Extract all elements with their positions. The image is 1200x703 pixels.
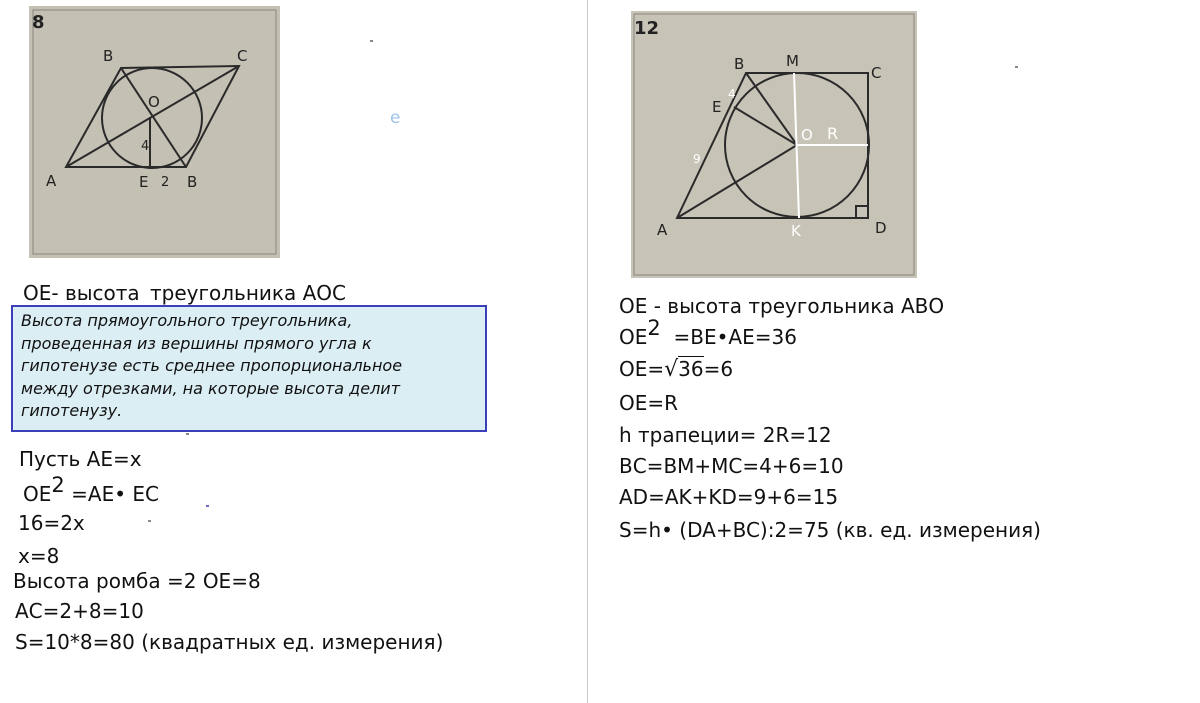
svg-text:M: M [786, 52, 799, 70]
left-ac: АС=2+8=10 [15, 599, 144, 623]
left-heading: ОЕ- высота треугольника АОС [23, 281, 346, 305]
svg-text:A: A [657, 221, 668, 239]
right-heading: ОЕ - высота треугольника АВО [619, 294, 945, 318]
right-bc: ВС=ВМ+МС=4+6=10 [619, 454, 844, 478]
callout-line: проведенная из вершины прямого угла к [21, 333, 372, 353]
callout-line: гипотенузу. [21, 401, 123, 420]
left-oe-squared: $ОЕ^2$ =АЕ• ЕС [23, 473, 159, 506]
svg-text:4: 4 [728, 87, 736, 101]
let-statement: Пусть АЕ=х [19, 447, 142, 471]
left-eq1: 16=2х [18, 511, 85, 535]
svg-text:9: 9 [693, 152, 701, 166]
left-area: S=10*8=80 (квадратных ед. измерения) [15, 630, 444, 654]
speck [1015, 66, 1018, 68]
column-divider [587, 0, 588, 703]
svg-text:C: C [871, 64, 882, 82]
svg-text:O: O [801, 126, 813, 144]
svg-text:E: E [712, 98, 722, 116]
svg-text:C: C [237, 47, 248, 65]
svg-text:R: R [827, 124, 839, 143]
speck [206, 505, 209, 507]
figure-number: 12 [634, 18, 660, 39]
svg-text:K: K [791, 222, 801, 240]
stray-mark: е [390, 108, 401, 128]
svg-text:O: O [148, 93, 160, 111]
right-ad: AD=AK+KD=9+6=15 [619, 485, 839, 509]
callout-line: между отрезками, на которые высота делит [21, 378, 401, 398]
figure-number: 8 [32, 12, 45, 33]
svg-text:E: E [139, 173, 149, 191]
speck [186, 433, 189, 435]
speck [370, 40, 373, 42]
right-sqrt: ОЕ=√36=6 [619, 357, 734, 382]
right-oe-r: ОЕ=R [619, 391, 679, 415]
svg-text:4: 4 [141, 139, 150, 154]
svg-text:2: 2 [161, 175, 170, 190]
rhombus-figure [29, 6, 280, 258]
left-eq2: х=8 [18, 544, 60, 568]
svg-text:B: B [103, 47, 114, 65]
trapezoid-height: h трапеции= 2R=12 [619, 423, 832, 447]
svg-text:A: A [46, 172, 57, 190]
svg-text:D: D [875, 219, 887, 237]
callout-line: Высота прямоугольного треугольника, [21, 311, 353, 330]
speck [148, 520, 151, 522]
svg-text:B: B [734, 55, 745, 73]
rhombus-height: Высота ромба =2 ОЕ=8 [13, 569, 261, 593]
right-oe-squared: $ОЕ^2$ =ВЕ•АЕ=36 [619, 316, 797, 349]
trapezoid-figure [631, 11, 917, 278]
right-area: S=h• (DA+BC):2=75 (кв. ед. измерения) [619, 518, 1041, 542]
svg-text:B: B [187, 173, 198, 191]
theorem-callout [11, 305, 487, 432]
callout-line: гипотенузе есть среднее пропорциональное [21, 356, 403, 375]
